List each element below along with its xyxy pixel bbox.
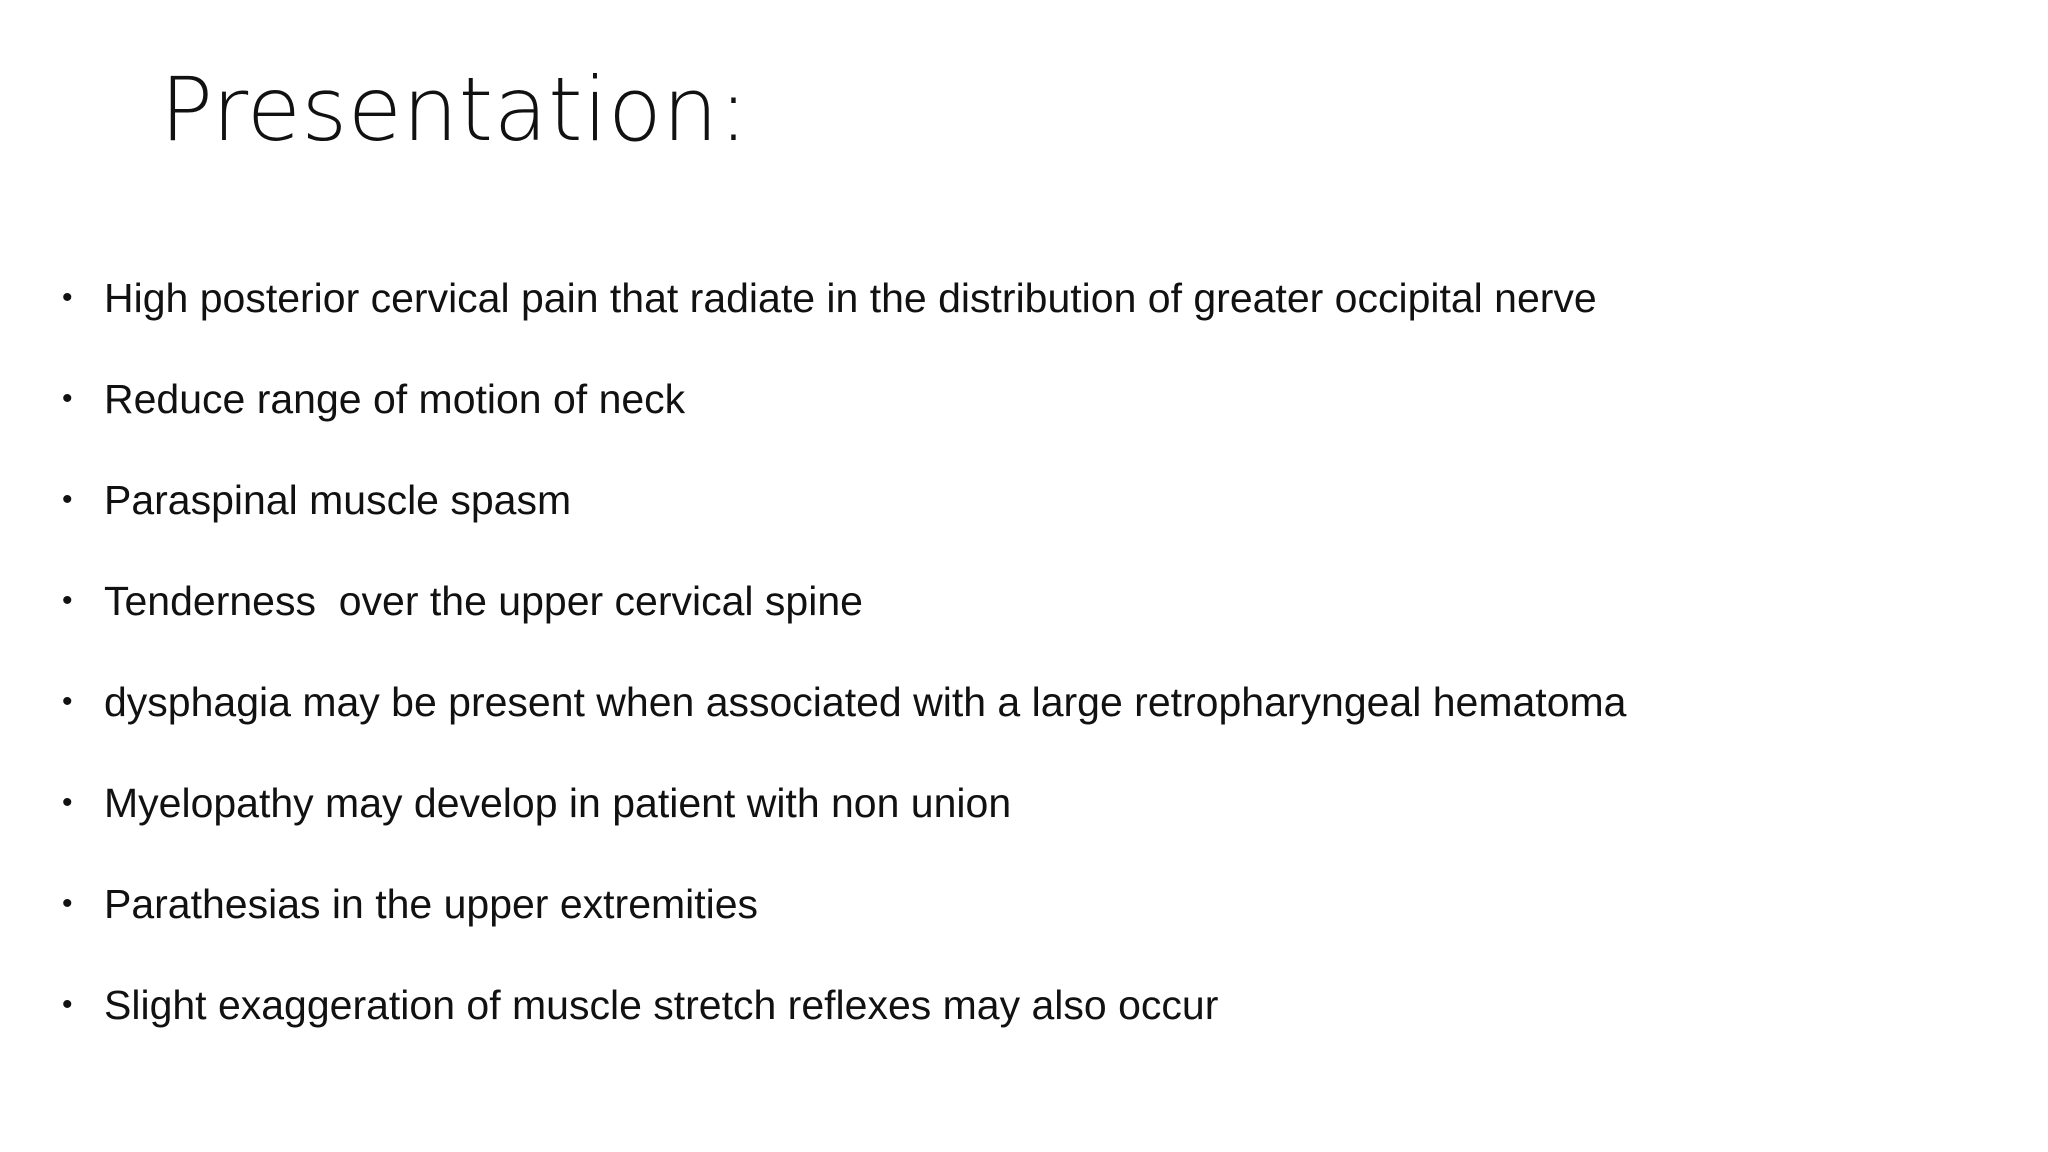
slide-title: Presentation: <box>160 58 749 161</box>
bullet-dot-icon: • <box>62 483 73 516</box>
bullet-text: Paraspinal muscle spasm <box>104 477 572 523</box>
bullet-dot-icon: • <box>62 786 73 819</box>
bullet-item <box>60 771 1626 872</box>
bullet-item <box>60 266 1626 367</box>
bullet-dot-icon: • <box>62 281 73 314</box>
bullet-item <box>60 973 1626 1074</box>
bullet-item <box>60 872 1626 973</box>
bullet-text: High posterior cervical pain that radiate in the distribution of greater occipital nerve <box>104 275 1597 321</box>
bullet-item <box>60 367 1626 468</box>
bullet-item <box>60 569 1626 670</box>
bullet-item <box>60 468 1626 569</box>
bullet-list <box>60 266 1626 1074</box>
bullet-text: Slight exaggeration of muscle stretch reflexes may also occur <box>104 982 1219 1028</box>
bullet-text: Tenderness over the upper cervical spine <box>104 578 863 624</box>
bullet-text: Myelopathy may develop in patient with non union <box>104 780 1012 826</box>
bullet-text: Reduce range of motion of neck <box>104 376 686 422</box>
bullet-item <box>60 670 1626 771</box>
bullet-dot-icon: • <box>62 988 73 1021</box>
bullet-dot-icon: • <box>62 685 73 718</box>
bullet-dot-icon: • <box>62 887 73 920</box>
bullet-text: dysphagia may be present when associated with a large retropharyngeal hematoma <box>104 679 1627 725</box>
bullet-dot-icon: • <box>62 382 73 415</box>
bullet-dot-icon: • <box>62 584 73 617</box>
bullet-text: Parathesias in the upper extremities <box>104 881 759 927</box>
